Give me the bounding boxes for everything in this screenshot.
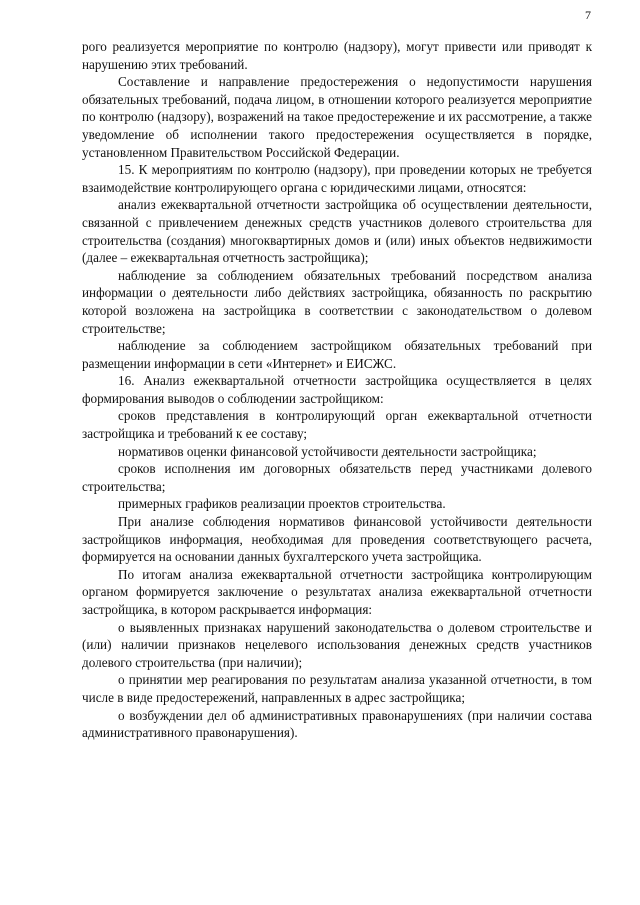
paragraph-clause-15: 15. К мероприятиям по контролю (надзору), при проведении которых не требуется взаимодействие контролирующего органа с юридическими лицами, относятся: [82,162,592,195]
paragraph-analysis-conclusion: По итогам анализа ежеквартальной отчетности застройщика контролирующим органом формируется заключение о результатах анализа ежеквартальной отчетности застройщика, в котором раскрывается информация: [82,566,592,617]
paragraph-list-item: о принятии мер реагирования по результатам анализа указанной отчетности, в том числе в виде предостережений, направленных в адрес застройщика; [82,672,592,705]
paragraph-financial-stability: При анализе соблюдения нормативов финансовой устойчивости деятельности застройщиков информация, необходимая для проведения соответствующего расчета, формируется на основании данных бухгалтерского учета застройщика. [82,514,592,565]
paragraph-list-item: примерных графиков реализации проектов строительства. [118,496,446,512]
paragraph-clause-16: 16. Анализ ежеквартальной отчетности застройщика осуществляется в целях формирования выводов о соблюдении застройщиком: [82,373,592,406]
paragraph-list-item: о выявленных признаках нарушений законодательства о долевом строительстве и (или) наличии признаков нецелевого использования денежных средств участников долевого строительства (при наличии); [82,619,592,670]
document-body [82,38,592,742]
paragraph-list-item: наблюдение за соблюдением обязательных требований посредством анализа информации о деятельности либо действиях застройщика, обязанность по раскрытию которой возложена на застройщика в соответствии с законодательством о долевом строительстве; [82,267,592,336]
page-number: 7 [585,8,591,22]
paragraph-list-item: наблюдение за соблюдением застройщиком обязательных требований при размещении информации в сети «Интернет» и ЕИСЖС. [82,338,592,371]
paragraph-continuation: рого реализуется мероприятие по контролю (надзору), могут привести или приводят к нарушению этих требований. [82,39,592,72]
paragraph-warning-procedure: Составление и направление предостережения о недопустимости нарушения обязательных требований, подача лицом, в отношении которого реализуется мероприятие по контролю (надзору), возражений на такое предостережение и их рассмотрение, а также уведомление об исполнении такого предостережения осуществляется в порядке, установленном Правительством Российской Федерации. [82,74,592,160]
paragraph-list-item: нормативов оценки финансовой устойчивости деятельности застройщика; [118,443,537,459]
paragraph-list-item: анализ ежеквартальной отчетности застройщика об осуществлении деятельности, связанной с привлечением денежных средств участников долевого строительства для строительства (создания) многоквартирных домов и (или) иных объектов недвижимости (далее – ежеквартальная отчетность застройщика); [82,197,592,266]
paragraph-list-item: о возбуждении дел об административных правонарушениях (при наличии состава административного правонарушения). [82,707,592,741]
paragraph-list-item: сроков представления в контролирующий орган ежеквартальной отчетности застройщика и требований к ее составу; [82,408,592,442]
paragraph-list-item: сроков исполнения им договорных обязательств перед участниками долевого строительства; [82,461,592,494]
